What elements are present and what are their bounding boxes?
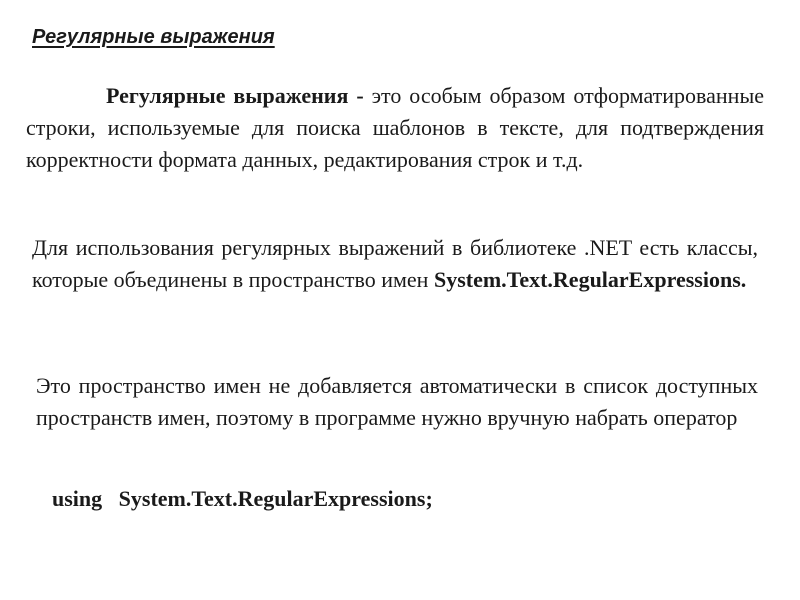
slide-title: Регулярные выражения xyxy=(32,26,275,48)
definition-paragraph xyxy=(26,80,764,176)
using-namespace: System.Text.RegularExpressions; xyxy=(118,486,433,511)
definition-term: Регулярные выражения xyxy=(106,83,349,108)
using-note-paragraph: Это пространство имен не добавляется автоматически в список доступных пространств имен, поэтому в программе нужно вручную набрать оператор xyxy=(36,373,758,430)
using-keyword: using xyxy=(52,486,103,511)
namespace-paragraph xyxy=(32,232,758,296)
using-statement xyxy=(52,483,433,515)
definition-text: это особым образом отформатированные строки, используемые для поиска шаблонов в тексте, для подтверждения корректности формата данных, редактирования строк и т.д. xyxy=(26,83,764,172)
namespace-paragraph-text: Для использования регулярных выражений в библиотеке .NET есть классы, которые объединены в пространство имен xyxy=(32,235,758,292)
namespace-name: System.Text.RegularExpressions. xyxy=(433,267,747,292)
definition-dash: - xyxy=(348,83,372,108)
